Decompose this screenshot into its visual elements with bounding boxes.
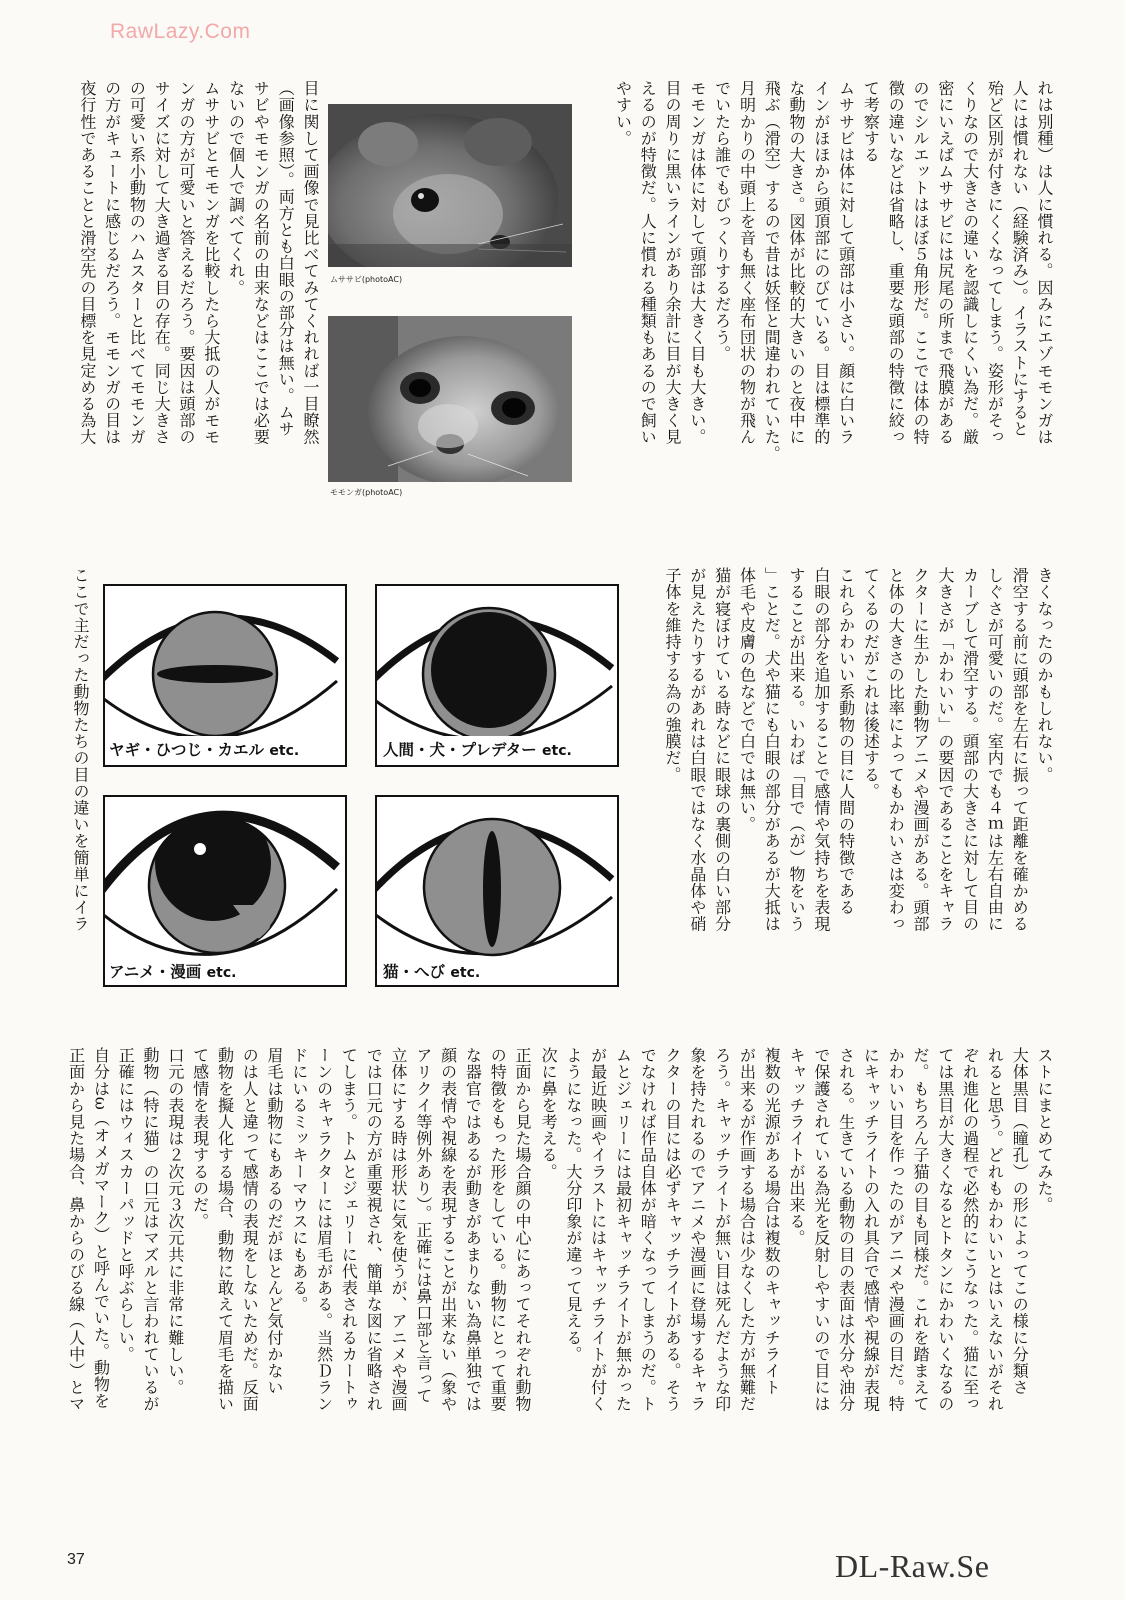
eye-label-goat: [109, 738, 299, 760]
photo-musasabi: [328, 104, 572, 267]
eye-label-human-suffix: etc.: [542, 743, 572, 759]
photo-momonga: [328, 316, 572, 482]
eye-label-cat-suffix: etc.: [450, 965, 481, 981]
momonga-image: [328, 316, 572, 482]
text-bottom-left: 正面から見た場合顔の中心にあってそれぞれ動物 の特徴をもった形をしている。動物にとって重要 な器官ではあるが動きがあまりない為鼻単独では 顔の表情や視線を表現することが出来ない（象や アリクイ等例外あり）。正確には鼻口部と言って 立体にする時は形状に気を使うが、アニメや漫画 では口元の方が重要視され、簡単な図に省略され てしまう。トムとジェリーに代表されるカートゥ ーンのキャラクターには眉毛がある。当然Ｄラン ドにいるミッキーマウスにもある。 眉毛は動物にもあるのだがほとんど気付かない のは人と違って感情の表現をしないためだ。反面 動物を擬人化する場合、動物に敢えて眉毛を描い て感情を表現するのだ。 口元の表現は２次元３次元共に非常に難しい。 動物（特に猫）の口元はマズルと言われているが 正確にはウィスカーパッドと呼ぶらしい。 自分はω（オメガマーク）と呼んでいた。動物を 正面から見た場合、鼻からのびる線（人中）とマ: [66, 1047, 532, 1413]
eye-label-human: [383, 738, 572, 760]
eye-label-human-text: 人間・犬・プレデター: [383, 741, 537, 759]
eye-panel-cat: [375, 795, 619, 987]
text-mid-right: きくなったのかもしれない。 滑空する前に頭部を左右に振って距離を確かめる しぐさが可愛いのだ。室内でも４ｍは左右自由に カーブして滑空する。頭部の大きさに対して目の 大きさが「かわいい」の要因であることをキャラ クターに生かした動物アニメや漫画がある。頭部 と体の大きさの比率によってもかわいさは変わっ てくるのだがこれは後述する。 これらかわいい系動物の目に人間の特徴である 白眼の部分を追加することで感情や気持ちを表現 することが出来る。いわば「目で（が）物をいう 」ことだ。犬や猫にも白眼の部分があるが大抵は 体毛や皮膚の色などで白では無い。 猫が寝ぼけている時などに眼球の裏側の白い部分 が見えたりするがあれは白眼ではなく水晶体や硝 子体を維持する為の強膜だ。: [663, 567, 1054, 933]
eye-label-cat: [383, 960, 480, 982]
human-eye-icon: [377, 586, 616, 736]
watermark-bottom: DL-Raw.Se: [835, 1548, 990, 1584]
text-bottom-right: ストにまとめてみた。 大体黒目（瞳孔）の形によってこの様に分類さ れると思う。どれもかわいいとはいえないがそれ ぞれ進化の過程で必然的にこうなった。猫に至っ ては黒目が大きくなるとトタンにかわいくなるの だ。もちろん子猫の目も同様だ。これを踏まえて かわいい目を作ったのがアニメや漫画の目だ。特 にキャッチライトの入れ具合で感情や視線が表現 される。生きている動物の目の表面は水分や油分 で保護されている為光を反射しやすいので目には キャッチライトが出来る。 複数の光源がある場合は複数のキャッチライト が出来るが作画する場合は少なくした方が無難だ ろう。キャッチライトが無い目は死んだような印 象を持たれるのでアニメや漫画に登場するキャラ クターの目には必ずキャッチライトがある。そう でなければ作品自体が暗くなってしまうのだ。ト ムとジェリーには最初キャッチライトが無かった が最近映画やイラストにはキャッチライトが付く ようになった。大分印象が違って見える。 次に鼻を考える。: [539, 1047, 1054, 1413]
eye-label-anime-text: アニメ・漫画: [109, 963, 202, 981]
eye-panel-goat: [103, 584, 347, 767]
eye-label-anime: [109, 960, 236, 982]
text-top-right: れは別種）は人に慣れる。因みにエゾモモンガは 人には慣れない（経験済み）。イラストにすると 殆ど区別が付きにくくなってしまう。姿形がそっ くりなので大きさの違いを認識しにくい為だ。厳 密にいえばムササビには尻尾の所まで飛膜がある のでシルエットはほぼ５角形だ。ここでは体の特 徴の違いなどは省略し、重要な頭部の特徴に絞っ て考察する ムササビは体に対して頭部は小さい。顔に白いラ インがほほから頭頂部にのびている。目は標準的 な動物の大きさ。図体が比較的大きいのと夜中に 飛ぶ（滑空）するので昔は妖怪と間違われていた。 月明かりの中頭上を音も無く座布団状の物が飛ん でいたら誰でもびっくりするだろう。 モモンガは体に対して頭部は大きく目も大きい。 目の周りに黒いラインがあり余計に目が大きく見 えるのが特徴だ。人に慣れる種類もあるので飼い やすい。: [613, 80, 1054, 462]
page-number: 37: [67, 1551, 85, 1568]
eye-panel-anime: [103, 795, 347, 987]
caption-musasabi: ムササビ(photoAC): [330, 275, 403, 284]
anime-eye-icon: [105, 797, 344, 957]
eye-panel-human: [375, 584, 619, 767]
eye-label-goat-text: ヤギ・ひつじ・カエル: [109, 741, 265, 759]
text-top-left: 目に関して画像で見比べてみてくれれば一目瞭然 （画像参照）。両方とも白眼の部分は無い。ムサ サビやモモンガの名前の由来などはここでは必要 ないので個人で調べてくれ。 ムササビとモモンガを比較したら大抵の人がモモ ンガの方が可愛いと答えるだろう。要因は頭部の サイズに対して大き過ぎる目の存在。同じ大きさ の可愛い系小動物のハムスターと比べてモモンガ の方がキュートに感じるだろう。モモンガの目は 夜行性であることと滑空先の目標を見定める為大: [77, 80, 320, 446]
eye-label-goat-suffix: etc.: [269, 743, 300, 759]
cat-eye-icon: [377, 797, 616, 957]
watermark-top: RawLazy.Com: [110, 20, 251, 43]
musasabi-image: [328, 104, 572, 267]
eye-label-anime-suffix: etc.: [206, 965, 237, 981]
text-mid-left: ここで主だった動物たちの目の違いを簡単にイラ: [71, 567, 90, 933]
eye-label-cat-text: 猫・へび: [383, 963, 446, 981]
caption-momonga: モモンガ(photoAC): [330, 488, 403, 497]
goat-eye-icon: [105, 586, 344, 736]
